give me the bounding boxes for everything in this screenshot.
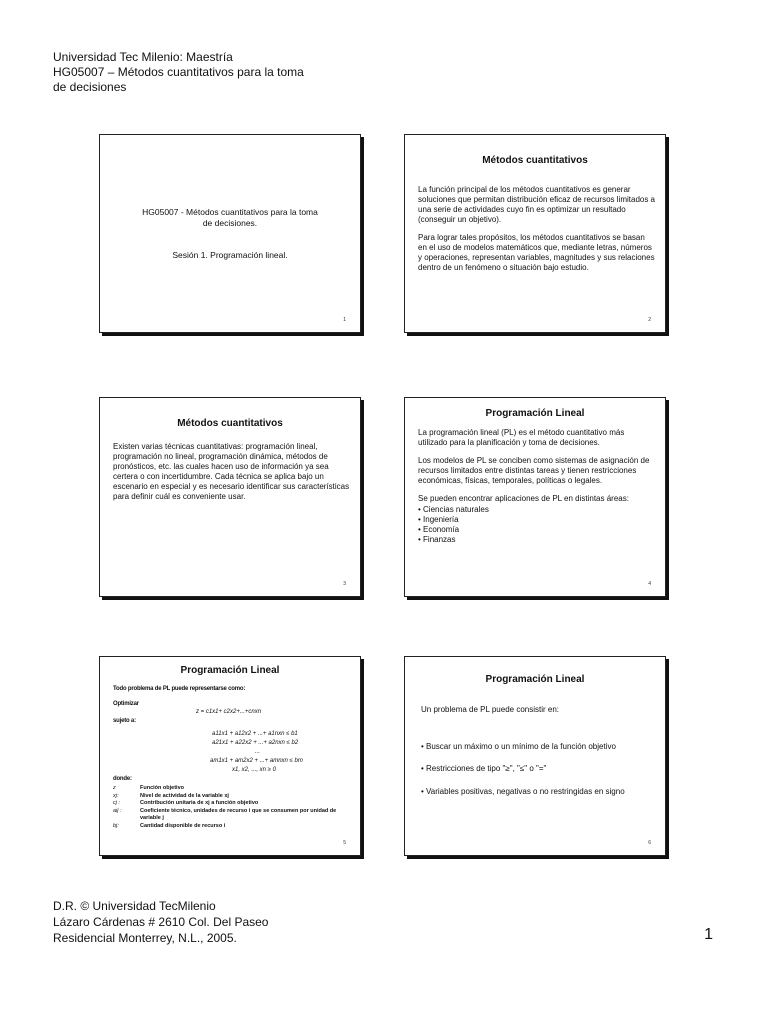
slide-title: Métodos cuantitativos — [177, 418, 283, 429]
slide-number: 6 — [648, 840, 651, 846]
lp-optimize-label: Optimizar — [113, 701, 139, 707]
list-item: • Ingeniería — [418, 515, 459, 524]
slide-number: 3 — [343, 581, 346, 587]
footer-line-3: Residencial Monterrey, N.L., 2005. — [53, 931, 237, 945]
lp-intro: Todo problema de PL puede representarse como: — [113, 686, 246, 692]
slide-3 — [99, 397, 361, 597]
header-line-3: de decisiones — [53, 80, 127, 94]
constraint-2: a21x1 + a22x2 + ...+ a2nxn ≤ b2 — [212, 740, 299, 746]
paragraph: La función principal de los métodos cuantitativos es generar soluciones que permitan distribución eficaz de recursos limitados a una serie de actividades cuyo fin es optimizar un resultado (conseguir un objetivo). — [418, 185, 656, 224]
definition-row: z Función objetivo — [113, 785, 184, 791]
slide-4 — [404, 397, 666, 597]
definition-row: aij : Coeficiente técnico, unidades de recurso i que se consumen por unidad de variable j — [113, 807, 337, 821]
paragraph: Se pueden encontrar aplicaciones de PL en distintas áreas: — [418, 494, 629, 503]
slide-number: 1 — [343, 317, 346, 323]
non-negativity: x1, x2, ..., xn ≥ 0 — [232, 767, 276, 773]
slide-title: Métodos cuantitativos — [482, 155, 588, 166]
slide-title: Programación Lineal — [485, 408, 585, 419]
list-item: • Ciencias naturales — [418, 505, 489, 514]
bullet-item: • Buscar un máximo o un mínimo de la función objetivo — [421, 742, 616, 751]
slide-6 — [404, 656, 666, 856]
slide-number: 5 — [343, 840, 346, 846]
lp-where: donde: — [113, 776, 132, 782]
constraint-1: a11x1 + a12x2 + ...+ a1nxn ≤ b1 — [212, 731, 298, 737]
slide-title: Programación Lineal — [180, 665, 280, 676]
paragraph: Existen varias técnicas cuantitativas: programación lineal, programación no lineal, programación dinámica, métodos de pronósticos, etc. las cuales hacen uso de información ya sea certera o con incertidumbre. Cada técnica se aplica bajo un escenario en especial y es necesario identificar sus características para definir cuál es conveniente usar. — [113, 442, 350, 501]
slide-intro: Un problema de PL puede consistir en: — [421, 705, 560, 714]
definition-row: cj : Contribución unitaria de xj a función objetivo — [113, 800, 259, 806]
slide-title: Programación Lineal — [485, 674, 585, 685]
paragraph: Los modelos de PL se conciben como sistemas de asignación de recursos limitados entre distintas tareas y tienen restricciones económicas, físicas, temporales, políticas o legales. — [418, 456, 650, 485]
slide-body — [418, 428, 655, 545]
slide-number: 2 — [648, 317, 651, 323]
paragraph: La programación lineal (PL) es el método cuantitativo más utilizado para la planificación y toma de decisiones. — [418, 428, 625, 447]
header-line-2: HG05007 – Métodos cuantitativos para la toma — [53, 65, 304, 79]
list-item: • Finanzas — [418, 535, 456, 544]
slide-5 — [99, 656, 361, 856]
cover-course-title — [100, 207, 360, 229]
page-number: 1 — [704, 926, 713, 943]
definitions-list — [113, 785, 340, 830]
footer-line-2: Lázaro Cárdenas # 2610 Col. Del Paseo — [53, 915, 269, 929]
lp-subject-to: sujeto a: — [113, 718, 136, 724]
constraint-m: am1x1 + am2x2 + ...+ amnxn ≤ bm — [210, 758, 303, 764]
document-header — [53, 50, 304, 95]
definition-row: bj: Cantidad disponible de recurso i — [113, 822, 226, 829]
definition-row: xj: Nivel de actividad de la variable xj — [113, 792, 229, 799]
header-line-1: Universidad Tec Milenio: Maestría — [53, 50, 233, 64]
cover-session: Sesión 1. Programación lineal. — [172, 250, 288, 260]
constraint-ellipsis: ... — [255, 749, 261, 755]
paragraph: Para lograr tales propósitos, los métodos cuantitativos se basan en el uso de modelos matemáticos que, mediante letras, números y operaciones, representan variables, magnitudes y sus relaciones dentro de un fenómeno o situación bajo estudio. — [418, 233, 655, 272]
footer-line-1: D.R. © Universidad TecMilenio — [53, 899, 216, 913]
slide-body — [418, 185, 655, 281]
objective-function: z = c1x1+ c2x2+...+cnxn — [196, 709, 262, 715]
slide-2 — [404, 134, 666, 333]
slide-body — [113, 442, 350, 510]
bullet-item: • Variables positivas, negativas o no restringidas en signo — [421, 787, 625, 796]
bullet-item: • Restricciones de tipo "≥", "≤" o "=" — [421, 764, 547, 773]
list-item: • Economía — [418, 525, 460, 534]
slide-1 — [99, 134, 361, 333]
slide-number: 4 — [648, 581, 651, 587]
document-footer — [53, 898, 268, 946]
cover-line-2: de decisiones. — [202, 218, 258, 228]
cover-line-1: HG05007 - Métodos cuantitativos para la toma — [142, 207, 318, 217]
